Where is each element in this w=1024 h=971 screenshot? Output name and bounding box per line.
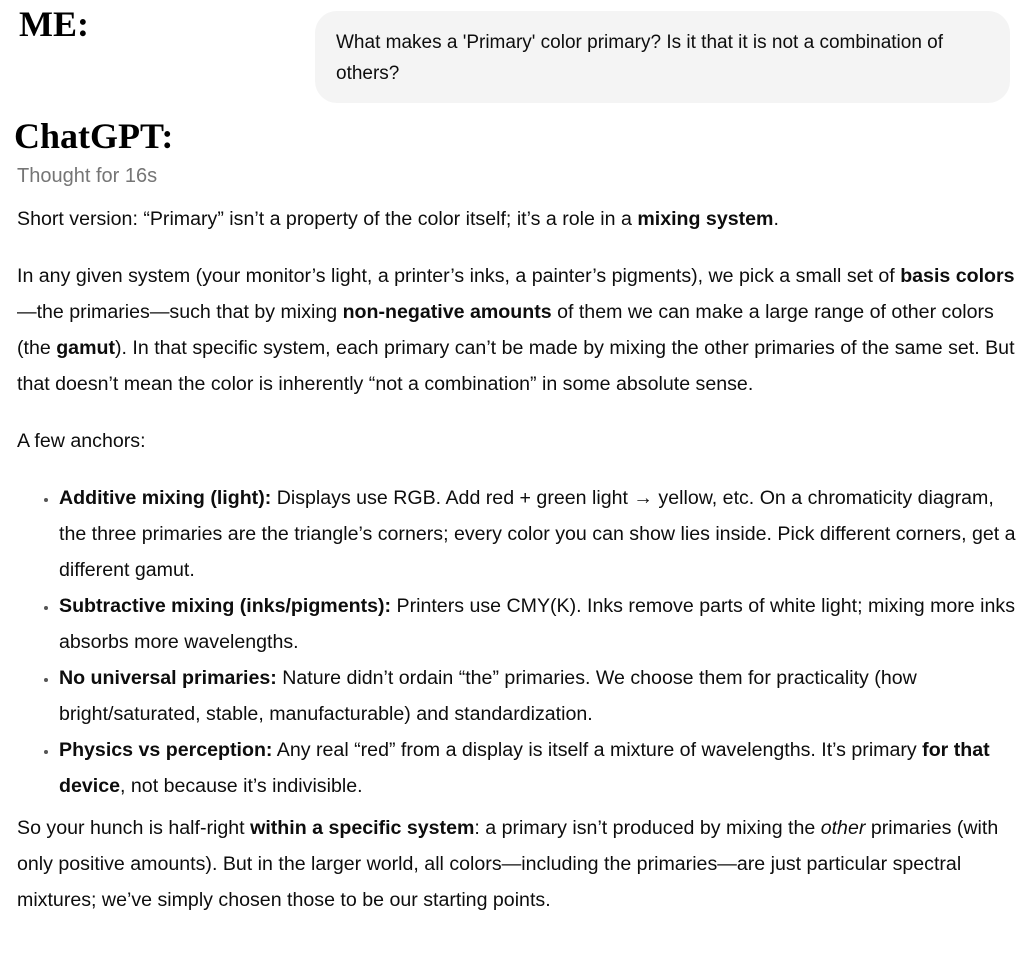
intro-text-2: .: [773, 208, 779, 230]
bullet-text: Displays use RGB. Add red + green light → yellow, etc. On a chromaticity diagram, the three primaries are the triangle’s corners; every color you can show lies inside. Pick different corners, get a different gamut.: [59, 487, 1016, 581]
system-paragraph: [17, 258, 1017, 402]
system-text-3: of them we can make a large range of other colors (the: [17, 301, 994, 359]
assistant-speaker-label: ChatGPT:: [14, 116, 174, 156]
bullet-text-tail: , not because it’s indivisible.: [120, 775, 363, 797]
bullet-text: Printers use CMY(K). Inks remove parts of white light; mixing more inks absorbs more wavelengths.: [59, 595, 1015, 653]
intro-paragraph: [17, 201, 1017, 237]
intro-text-1: Short version: “Primary” isn’t a property of the color itself; it’s a role in a: [17, 208, 638, 230]
system-text-4: ). In that specific system, each primary can’t be made by mixing the other primaries of the same set. But that doesn’t mean the color is inherently “not a combination” in some absolute sense.: [17, 337, 1015, 395]
bullet-label: No universal primaries:: [59, 667, 277, 689]
system-bold-3: gamut: [56, 337, 115, 359]
conclusion-paragraph: [17, 810, 1017, 918]
assistant-response: [17, 201, 1017, 918]
conclusion-bold-1: within a specific system: [250, 817, 475, 839]
bullet-text: Any real “red” from a display is itself a mixture of wavelengths. It’s primary: [272, 739, 923, 761]
bullet-label: Additive mixing (light):: [59, 487, 272, 509]
system-text-1: In any given system (your monitor’s light, a printer’s inks, a painter’s pigments), we pick a small set of: [17, 265, 901, 287]
bullet-label: Physics vs perception:: [59, 739, 273, 761]
anchors-list: [17, 480, 1017, 804]
list-item: [59, 480, 1017, 588]
list-item: [59, 660, 1017, 732]
bullet-text: Nature didn’t ordain “the” primaries. We choose them for practicality (how bright/saturated, stable, manufacturable) and standardization.: [59, 667, 917, 725]
bullet-bold: for that device: [59, 739, 990, 797]
list-item: [59, 588, 1017, 660]
system-bold-1: basis colors: [900, 265, 1015, 287]
me-speaker-label: ME:: [19, 4, 89, 44]
intro-bold-1: mixing system: [637, 208, 774, 230]
user-message-bubble: [315, 11, 1010, 103]
conclusion-text-2: : a primary isn’t produced by mixing the: [474, 817, 821, 839]
anchors-label: A few anchors:: [17, 430, 146, 452]
bullet-label: Subtractive mixing (inks/pigments):: [59, 595, 392, 617]
list-item: [59, 732, 1017, 804]
conclusion-text-3: primaries (with only positive amounts). But in the larger world, all colors—including the primaries—are just particular spectral mixtures; we’ve simply chosen those to be our starting points.: [17, 817, 999, 911]
system-text-2: —the primaries—such that by mixing: [17, 301, 343, 323]
system-bold-2: non-negative amounts: [342, 301, 552, 323]
user-message-text: What makes a 'Primary' color primary? Is it that it is not a combination of others?: [336, 32, 944, 84]
conclusion-italic-1: other: [820, 817, 866, 839]
thought-duration-toggle[interactable]: Thought for 16s: [17, 165, 158, 187]
conclusion-text-1: So your hunch is half-right: [17, 817, 251, 839]
